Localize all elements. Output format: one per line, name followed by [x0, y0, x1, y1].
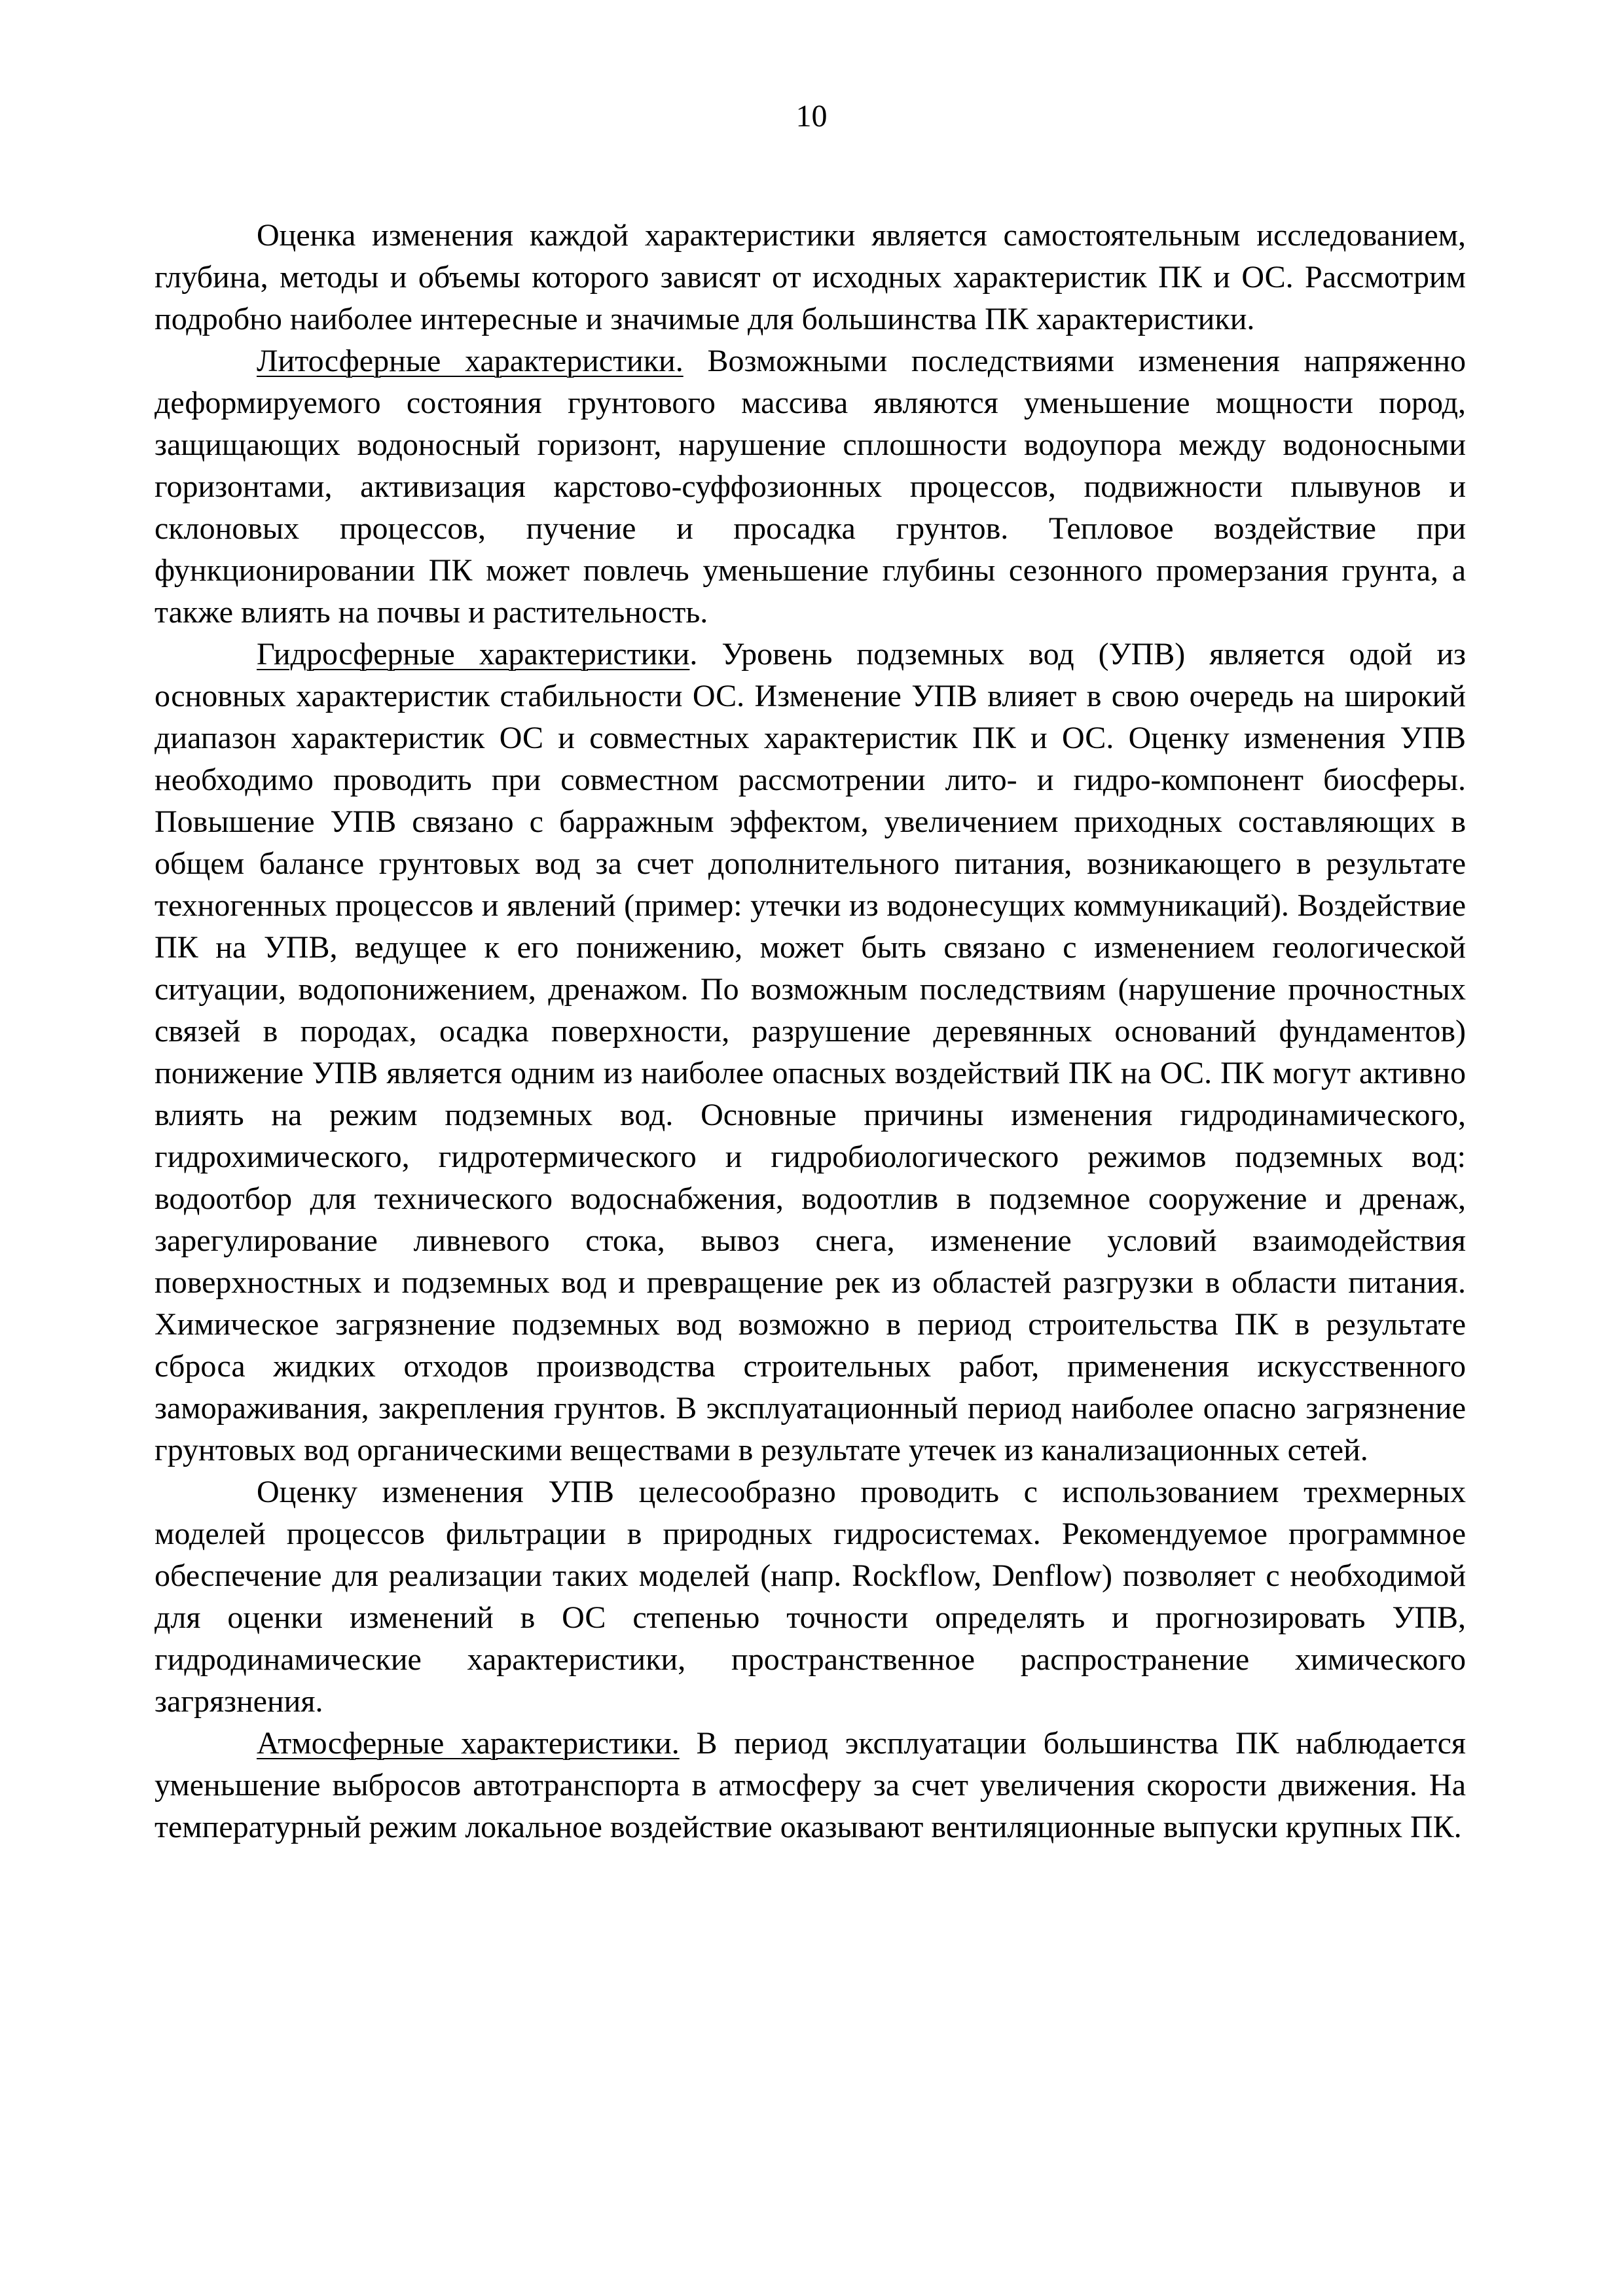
paragraph-groundwater-modeling: [155, 1471, 1466, 1723]
paragraph-lithosphere: [155, 340, 1466, 634]
paragraph-text: Оценка изменения каждой характеристики является самостоятельным исследованием, глубина, методы и объемы которого зависят от исходных характеристик ПК и ОС. Рассмотрим подробно наиболее интересные и значимые для большинства ПК характеристики.: [155, 218, 1466, 336]
paragraph-text: . Уровень подземных вод (УПВ) является одой из основных характеристик стабильности ОС. Изменение УПВ влияет в свою очередь на широкий диапазон характеристик ОС и совместных характеристик ПК и ОС. Оценку изменения УПВ необходимо проводить при совместном рассмотрении лито- и гидро-компонент биосферы. Повышение УПВ связано с барражным эффектом, увеличением приходных составляющих в общем балансе грунтовых вод за счет дополнительного питания, возникающего в результате техногенных процессов и явлений (пример: утечки из водонесущих коммуникаций). Воздействие ПК на УПВ, ведущее к его понижению, может быть связано с изменением геологической ситуации, водопонижением, дренажом. По возможным последствиям (нарушение прочностных связей в породах, осадка поверхности, разрушение деревянных оснований фундаментов) понижение УПВ является одним из наиболее опасных воздействий ПК на ОС. ПК могут активно влиять на режим подземных вод. Основные причины изменения гидродинамического, гидрохимического, гидротермического и гидробиологического режимов подземных вод: водоотбор для технического водоснабжения, водоотлив в подземное сооружение и дренаж, зарегулирование ливневого стока, вывоз снега, изменение условий взаимодействия поверхностных и подземных вод и превращение рек из областей разгрузки в области питания. Химическое загрязнение подземных вод возможно в период строительства ПК в результате сброса жидких отходов производства строительных работ, применения искусственного замораживания, закрепления грунтов. В эксплуатационный период наиболее опасно загрязнение грунтовых вод органическими веществами в результате утечек из канализационных сетей.: [155, 637, 1467, 1467]
section-heading-lithosphere: Литосферные характеристики.: [257, 344, 684, 378]
document-body: [155, 215, 1466, 1848]
paragraph-atmosphere: [155, 1723, 1466, 1848]
paragraph-intro: [155, 215, 1466, 340]
paragraph-text: В период эксплуатации большинства ПК наблюдается уменьшение выбросов автотранспорта в атмосферу за счет увеличения скорости движения. На температурный режим локальное воздействие оказывают вентиляционные выпуски крупных ПК.: [155, 1726, 1466, 1844]
section-heading-atmosphere: Атмосферные характеристики.: [257, 1726, 680, 1761]
paragraph-text: Возможными последствиями изменения напряженно деформируемого состояния грунтового массива являются уменьшение мощности пород, защищающих водоносный горизонт, нарушение сплошности водоупора между водоносными горизонтами, активизация карстово-суффозионных процессов, подвижности плывунов и склоновых процессов, пучение и просадка грунтов. Тепловое воздействие при функционировании ПК может повлечь уменьшение глубины сезонного промерзания грунта, а также влиять на почвы и растительность.: [155, 344, 1466, 630]
page-number: 10: [795, 99, 828, 134]
paragraph-hydrosphere: [155, 634, 1466, 1471]
paragraph-text: Оценку изменения УПВ целесообразно проводить с использованием трехмерных моделей процессов фильтрации в природных гидросистемах. Рекомендуемое программное обеспечение для реализации таких моделей (напр. Rockflow, Denflow) позволяет с необходимой для оценки изменений в ОС степенью точности определять и прогнозировать УПВ, гидродинамические характеристики, пространственное распространение химического загрязнения.: [155, 1475, 1466, 1719]
section-heading-hydrosphere: Гидросферные характеристики: [257, 637, 690, 672]
